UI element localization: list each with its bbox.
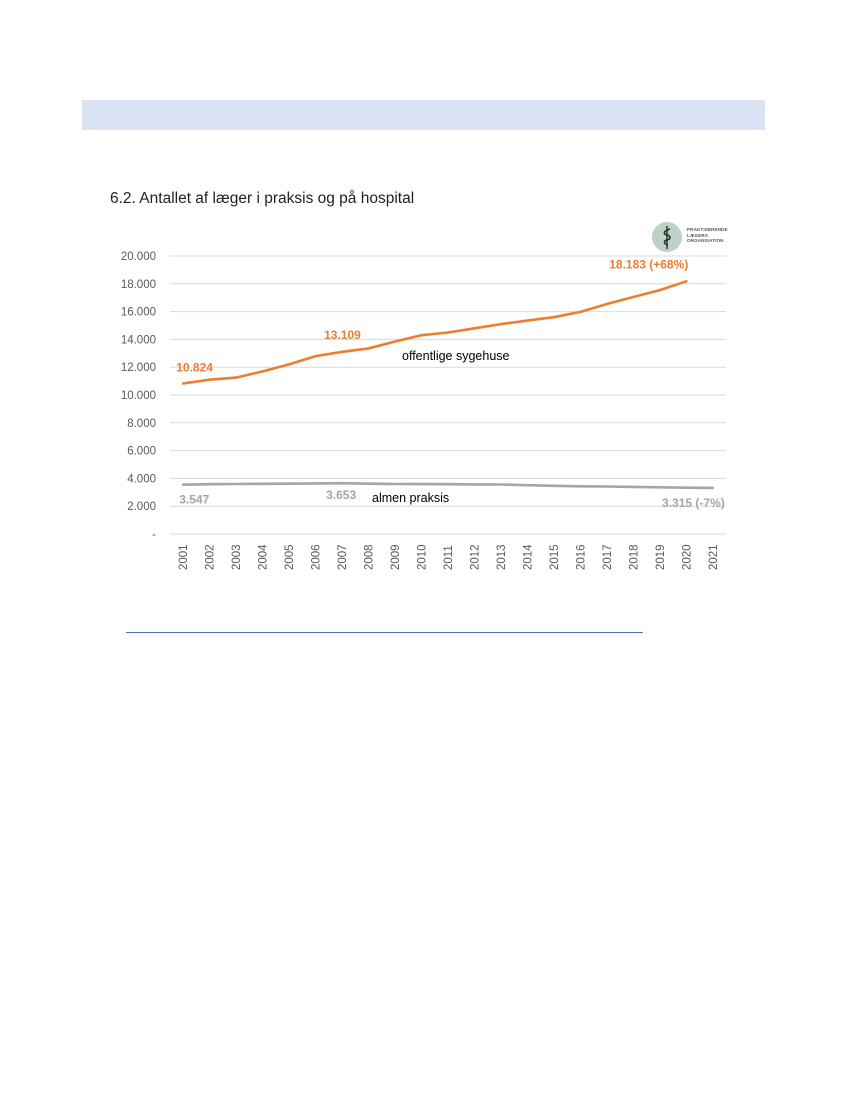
x-tick-label: 2004 xyxy=(257,544,270,570)
x-tick-label: 2014 xyxy=(522,544,535,570)
x-tick-label: 2001 xyxy=(178,544,191,570)
series-line xyxy=(183,281,686,383)
logo-line: PRAKTISERENDE xyxy=(687,227,728,232)
data-label: 18.183 (+68%) xyxy=(609,257,689,272)
x-tick-label: 2017 xyxy=(601,544,614,570)
x-tick-label: 2021 xyxy=(707,544,720,570)
data-label: 3.653 xyxy=(326,488,357,503)
x-tick-label: 2005 xyxy=(284,544,297,570)
x-tick-label: 2003 xyxy=(231,544,244,570)
logo-line: LÆGERS xyxy=(687,232,709,238)
x-tick-label: 2010 xyxy=(416,544,429,570)
x-tick-label: 2012 xyxy=(469,544,482,570)
data-label: 13.109 xyxy=(324,327,361,342)
chart-title: 6.2. Antallet af læger i praksis og på hospital xyxy=(110,190,415,207)
y-tick-label: 10.000 xyxy=(120,390,156,402)
y-tick-label: 18.000 xyxy=(120,278,156,291)
y-tick-label: 8.000 xyxy=(127,417,156,430)
x-tick-label: 2018 xyxy=(628,544,641,570)
series-label-almen-praksis: almen praksis xyxy=(372,491,450,505)
x-tick-label: 2008 xyxy=(363,544,376,570)
y-tick-label: 20.000 xyxy=(120,251,156,263)
y-tick-label: 6.000 xyxy=(127,445,156,458)
y-tick-label: 14.000 xyxy=(120,334,156,347)
x-tick-label: 2015 xyxy=(548,544,561,570)
x-tick-label: 2016 xyxy=(575,544,588,570)
logo-line: ORGANISATION xyxy=(687,238,724,244)
separator-line xyxy=(126,632,643,633)
x-tick-label: 2013 xyxy=(495,544,508,570)
data-label: 3.315 (-7%) xyxy=(662,495,725,510)
x-tick-label: 2007 xyxy=(337,544,350,570)
x-tick-label: 2002 xyxy=(204,544,217,570)
x-tick-label: 2011 xyxy=(443,545,455,570)
x-tick-label: 2019 xyxy=(654,544,667,570)
x-tick-label: 2009 xyxy=(390,544,403,570)
x-tick-label: 2006 xyxy=(310,544,323,570)
y-tick-label: 2.000 xyxy=(127,501,156,514)
y-tick-label: 12.000 xyxy=(120,362,156,375)
series-label-offentlige-sygehuse: offentlige sygehuse xyxy=(402,349,510,363)
data-label: 10.824 xyxy=(176,360,213,375)
y-tick-label: 16.000 xyxy=(120,306,156,319)
data-label: 3.547 xyxy=(179,492,210,507)
y-tick-label: - xyxy=(152,529,156,541)
x-tick-label: 2020 xyxy=(681,544,694,570)
series-line xyxy=(183,483,713,488)
y-tick-label: 4.000 xyxy=(127,473,156,486)
